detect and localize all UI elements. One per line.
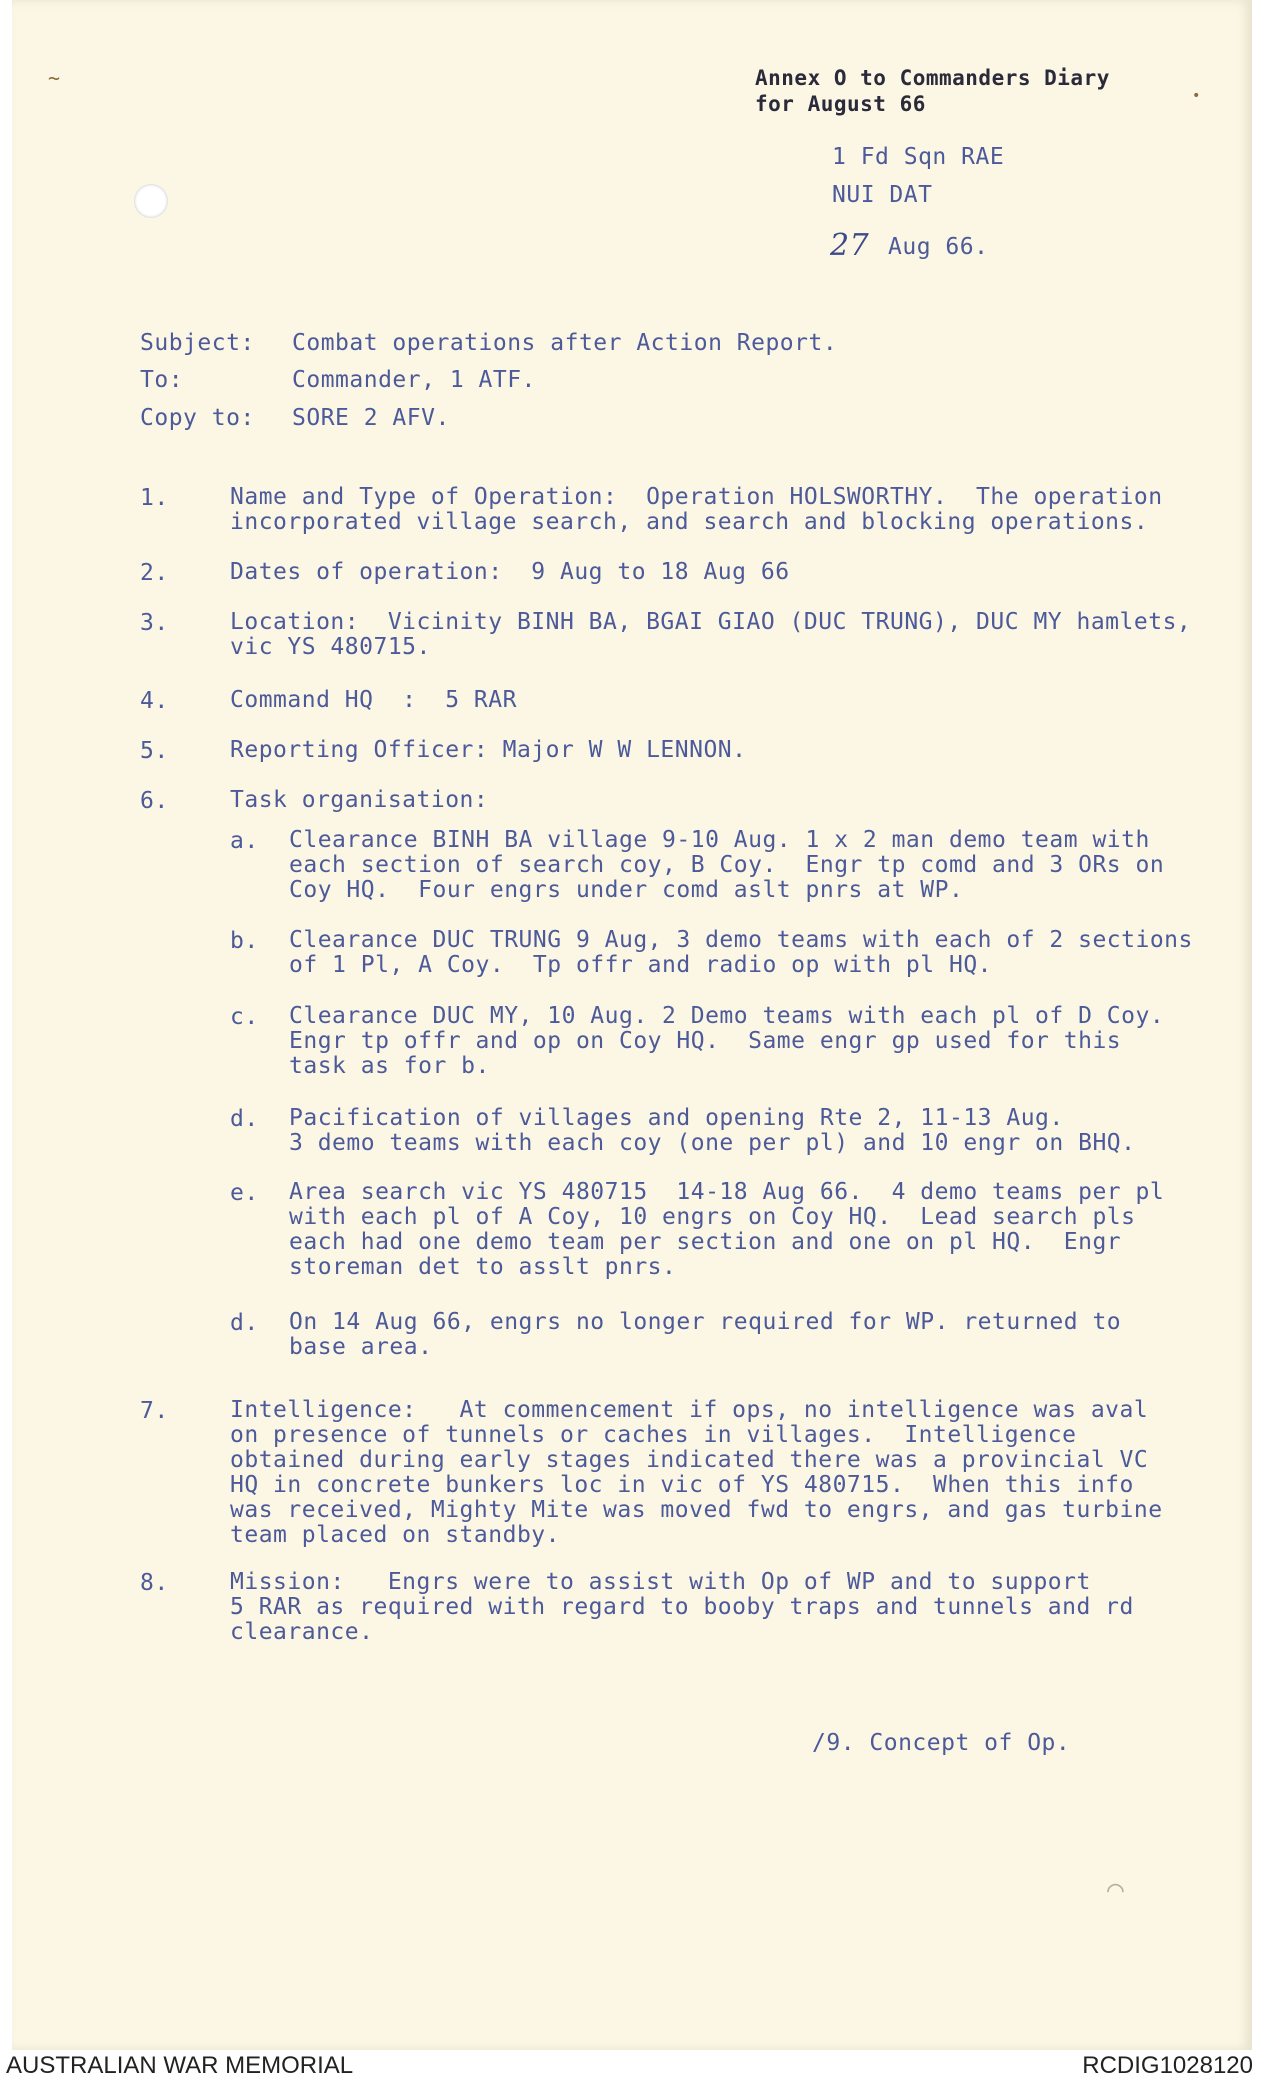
paragraph-text [230,688,517,713]
task-item-line: each section of search coy, B Coy. Engr tp comd and 3 ORs on [289,852,1165,878]
task-item-number: a. [230,828,259,854]
paragraph-line: was received, Mighty Mite was moved fwd to engrs, and gas turbine [230,1497,1163,1523]
ink-dot: • [1192,88,1201,104]
task-item-line: storeman det to asslt pnrs. [289,1254,677,1280]
paragraph-number: 5. [140,738,169,764]
task-item-number: b. [230,928,259,954]
task-item-line: Engr tp offr and op on Coy HQ. Same engr gp used for this [289,1028,1122,1054]
paragraph-line: Location: Vicinity BINH BA, BGAI GIAO (DUC TRUNG), DUC MY hamlets, [230,609,1192,635]
task-item-line: task as for b. [289,1053,490,1079]
punch-hole [134,184,168,218]
task-item-line: Pacification of villages and opening Rte 2, 11-13 Aug. [289,1105,1064,1131]
task-item-text [289,1106,1135,1156]
paragraph-line: obtained during early stages indicated there was a provincial VC [230,1447,1149,1473]
paragraph-line: team placed on standby. [230,1522,560,1548]
task-item-line: with each pl of A Coy, 10 engrs on Coy HQ. Lead search pls [289,1204,1136,1230]
task-item-text [289,1004,1164,1079]
subject-value: Combat operations after Action Report. [292,330,838,356]
paragraph-number: 6. [140,788,169,814]
paragraph-line: Task organisation: [230,787,489,813]
task-item-line: 3 demo teams with each coy (one per pl) and 10 engr on BHQ. [289,1130,1136,1156]
paragraph-line: 5 RAR as required with regard to booby traps and tunnels and rd [230,1594,1134,1620]
task-item-number: d. [230,1310,259,1336]
footer-right: RCDIG1028120 [1082,2052,1253,2079]
paragraph-line: incorporated village search, and search and blocking operations. [230,509,1149,535]
footer-left: AUSTRALIAN WAR MEMORIAL [6,2052,354,2079]
paragraph-line: Mission: Engrs were to assist with Op of WP and to support [230,1569,1091,1595]
to-value: Commander, 1 ATF. [292,367,536,393]
origin-unit: 1 Fd Sqn RAE [832,144,1005,170]
document-page [12,0,1252,2050]
paper-mark: ⌒ [1107,1872,1124,1905]
paragraph-text [230,788,488,813]
paragraph-text [230,738,747,763]
paragraph-line: clearance. [230,1619,374,1645]
paragraph-text [230,610,1191,660]
paragraph-text [230,560,790,585]
task-item-line: Clearance DUC MY, 10 Aug. 2 Demo teams with each pl of D Coy. [289,1003,1165,1029]
paragraph-text [230,485,1163,535]
continuation-note: /9. Concept of Op. [812,1730,1071,1756]
paragraph-line: Name and Type of Operation: Operation HOLSWORTHY. The operation [230,484,1163,510]
paragraph-number: 3. [140,610,169,636]
to-label: To: [140,367,184,393]
annex-line-1: Annex O to Commanders Diary [755,66,1110,90]
task-item-text [289,1180,1164,1280]
copy-value: SORE 2 AFV. [292,405,450,431]
paragraph-line: on presence of tunnels or caches in villages. Intelligence [230,1422,1077,1448]
paragraph-line: Intelligence: At commencement if ops, no intelligence was aval [230,1397,1149,1423]
task-item-line: On 14 Aug 66, engrs no longer required for WP. returned to [289,1309,1122,1335]
copy-label: Copy to: [140,405,255,431]
paragraph-line: HQ in concrete bunkers loc in vic of YS 480715. When this info [230,1472,1134,1498]
ink-mark: ~ [48,66,61,90]
paragraph-number: 2. [140,560,169,586]
task-item-text [289,1310,1121,1360]
task-item-line: each had one demo team per section and one on pl HQ. Engr [289,1229,1122,1255]
paragraph-number: 8. [140,1570,169,1596]
paragraph-line: Dates of operation: 9 Aug to 18 Aug 66 [230,559,790,585]
task-item-line: of 1 Pl, A Coy. Tp offr and radio op with pl HQ. [289,952,993,978]
paragraph-number: 4. [140,688,169,714]
handwritten-date: 27 [830,228,870,263]
paragraph-line: Reporting Officer: Major W W LENNON. [230,737,747,763]
task-item-text [289,828,1164,903]
paragraph-text [230,1398,1163,1548]
task-item-text [289,928,1193,978]
task-item-line: Coy HQ. Four engrs under comd aslt pnrs at WP. [289,877,964,903]
task-item-line: Area search vic YS 480715 14-18 Aug 66. 4 demo teams per pl [289,1179,1165,1205]
paragraph-number: 1. [140,485,169,511]
paragraph-line: Command HQ : 5 RAR [230,687,517,713]
task-item-number: e. [230,1180,259,1206]
origin-date: Aug 66. [888,234,989,260]
task-item-line: Clearance BINH BA village 9-10 Aug. 1 x 2 man demo team with [289,827,1150,853]
paragraph-number: 7. [140,1398,169,1424]
task-item-number: d. [230,1106,259,1132]
task-item-number: c. [230,1004,259,1030]
origin-location: NUI DAT [832,182,933,208]
subject-label: Subject: [140,330,255,356]
paragraph-text [230,1570,1134,1645]
task-item-line: base area. [289,1334,433,1360]
task-item-line: Clearance DUC TRUNG 9 Aug, 3 demo teams with each of 2 sections [289,927,1193,953]
annex-line-2: for August 66 [755,92,926,116]
paragraph-line: vic YS 480715. [230,634,431,660]
